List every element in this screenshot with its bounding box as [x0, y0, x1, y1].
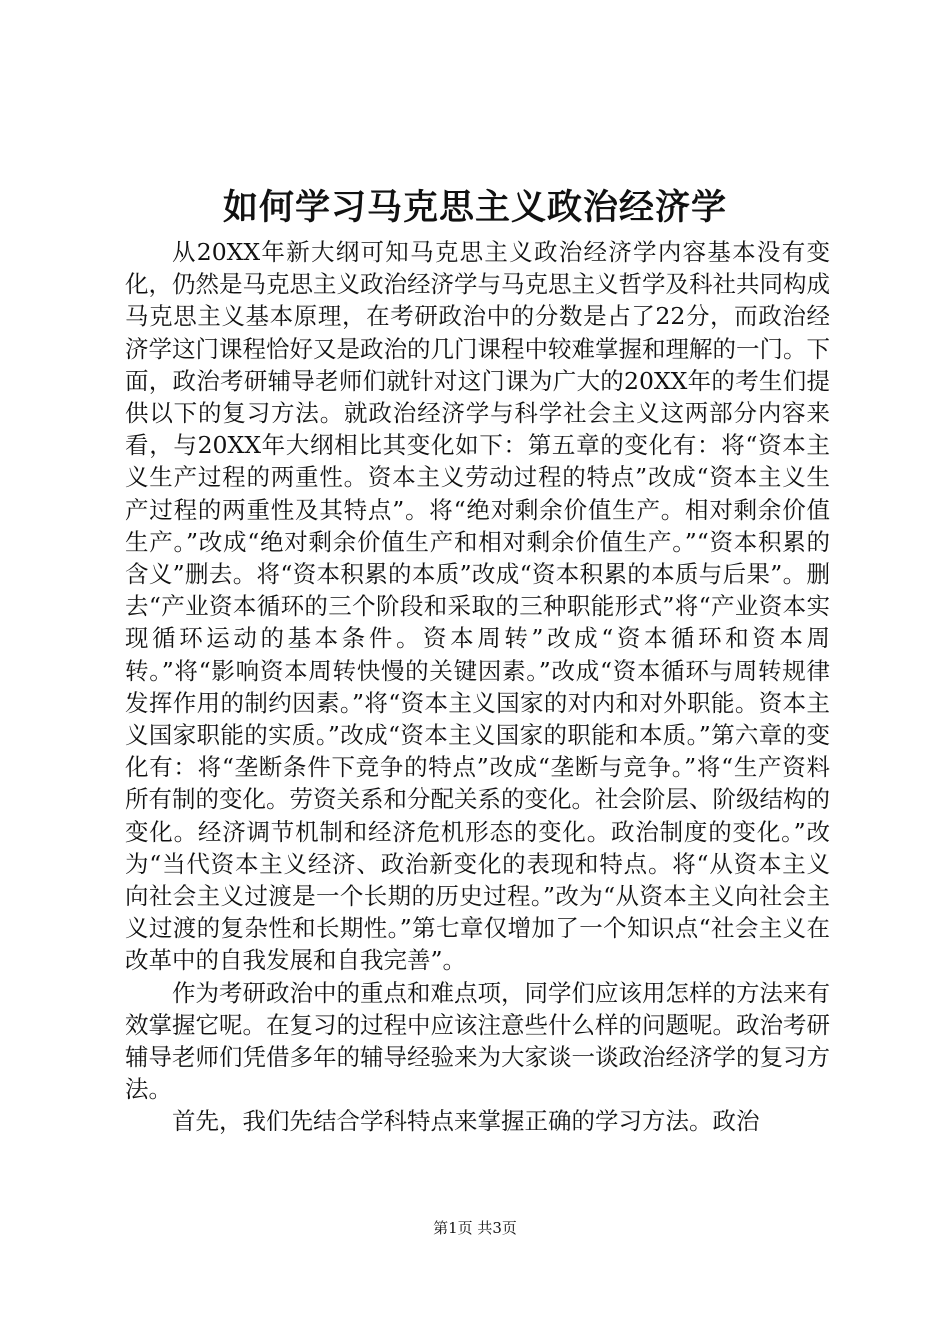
document-body — [125, 236, 830, 1138]
paragraph-1: 从20XX年新大纲可知马克思主义政治经济学内容基本没有变化，仍然是马克思主义政治经济学与马克思主义哲学及科社共同构成马克思主义基本原理，在考研政治中的分数是占了22分，而政治经济学这门课程恰好又是政治的几门课程中较难掌握和理解的一门。下面，政治考研辅导老师们就针对这门课为广大的20XX年的考生们提供以下的复习方法。就政治经济学与科学社会主义这两部分内容来看，与20XX年大纲相比其变化如下：第五章的变化有：将“资本主义生产过程的两重性。资本主义劳动过程的特点”改成“资本主义生产过程的两重性及其特点”。将“绝对剩余价值生产。相对剩余价值生产。”改成“绝对剩余价值生产和相对剩余价值生产。”“资本积累的含义”删去。将“资本积累的本质”改成“资本积累的本质与后果”。删去“产业资本循环的三个阶段和采取的三种职能形式”将“产业资本实现循环运动的基本条件。资本周转”改成“资本循环和资本周转。”将“影响资本周转快慢的关键因素。”改成“资本循环与周转规律发挥作用的制约因素。”将“资本主义国家的对内和对外职能。资本主义国家职能的实质。”改成“资本主义国家的职能和本质。”第六章的变化有：将“垄断条件下竞争的特点”改成“垄断与竞争。”将“生产资料所有制的变化。劳资关系和分配关系的变化。社会阶层、阶级结构的变化。经济调节机制和经济危机形态的变化。政治制度的变化。”改为“当代资本主义经济、政治新变化的表现和特点。将“从资本主义向社会主义过渡是一个长期的历史过程。”改为“从资本主义向社会主义过渡的复杂性和长期性。”第七章仅增加了一个知识点“社会主义在改革中的自我发展和自我完善”。 — [125, 238, 830, 975]
paragraph-3: 首先，我们先结合学科特点来掌握正确的学习方法。政治 — [172, 1107, 760, 1136]
paragraph-2: 作为考研政治中的重点和难点项，同学们应该用怎样的方法来有效掌握它呢。在复习的过程中应该注意些什么样的问题呢。政治考研辅导老师们凭借多年的辅导经验来为大家谈一谈政治经济学的复习方法。 — [125, 978, 830, 1104]
document-title: 如何学习马克思主义政治经济学 — [222, 187, 727, 228]
page-footer: 第1页 共3页 — [433, 1219, 517, 1237]
